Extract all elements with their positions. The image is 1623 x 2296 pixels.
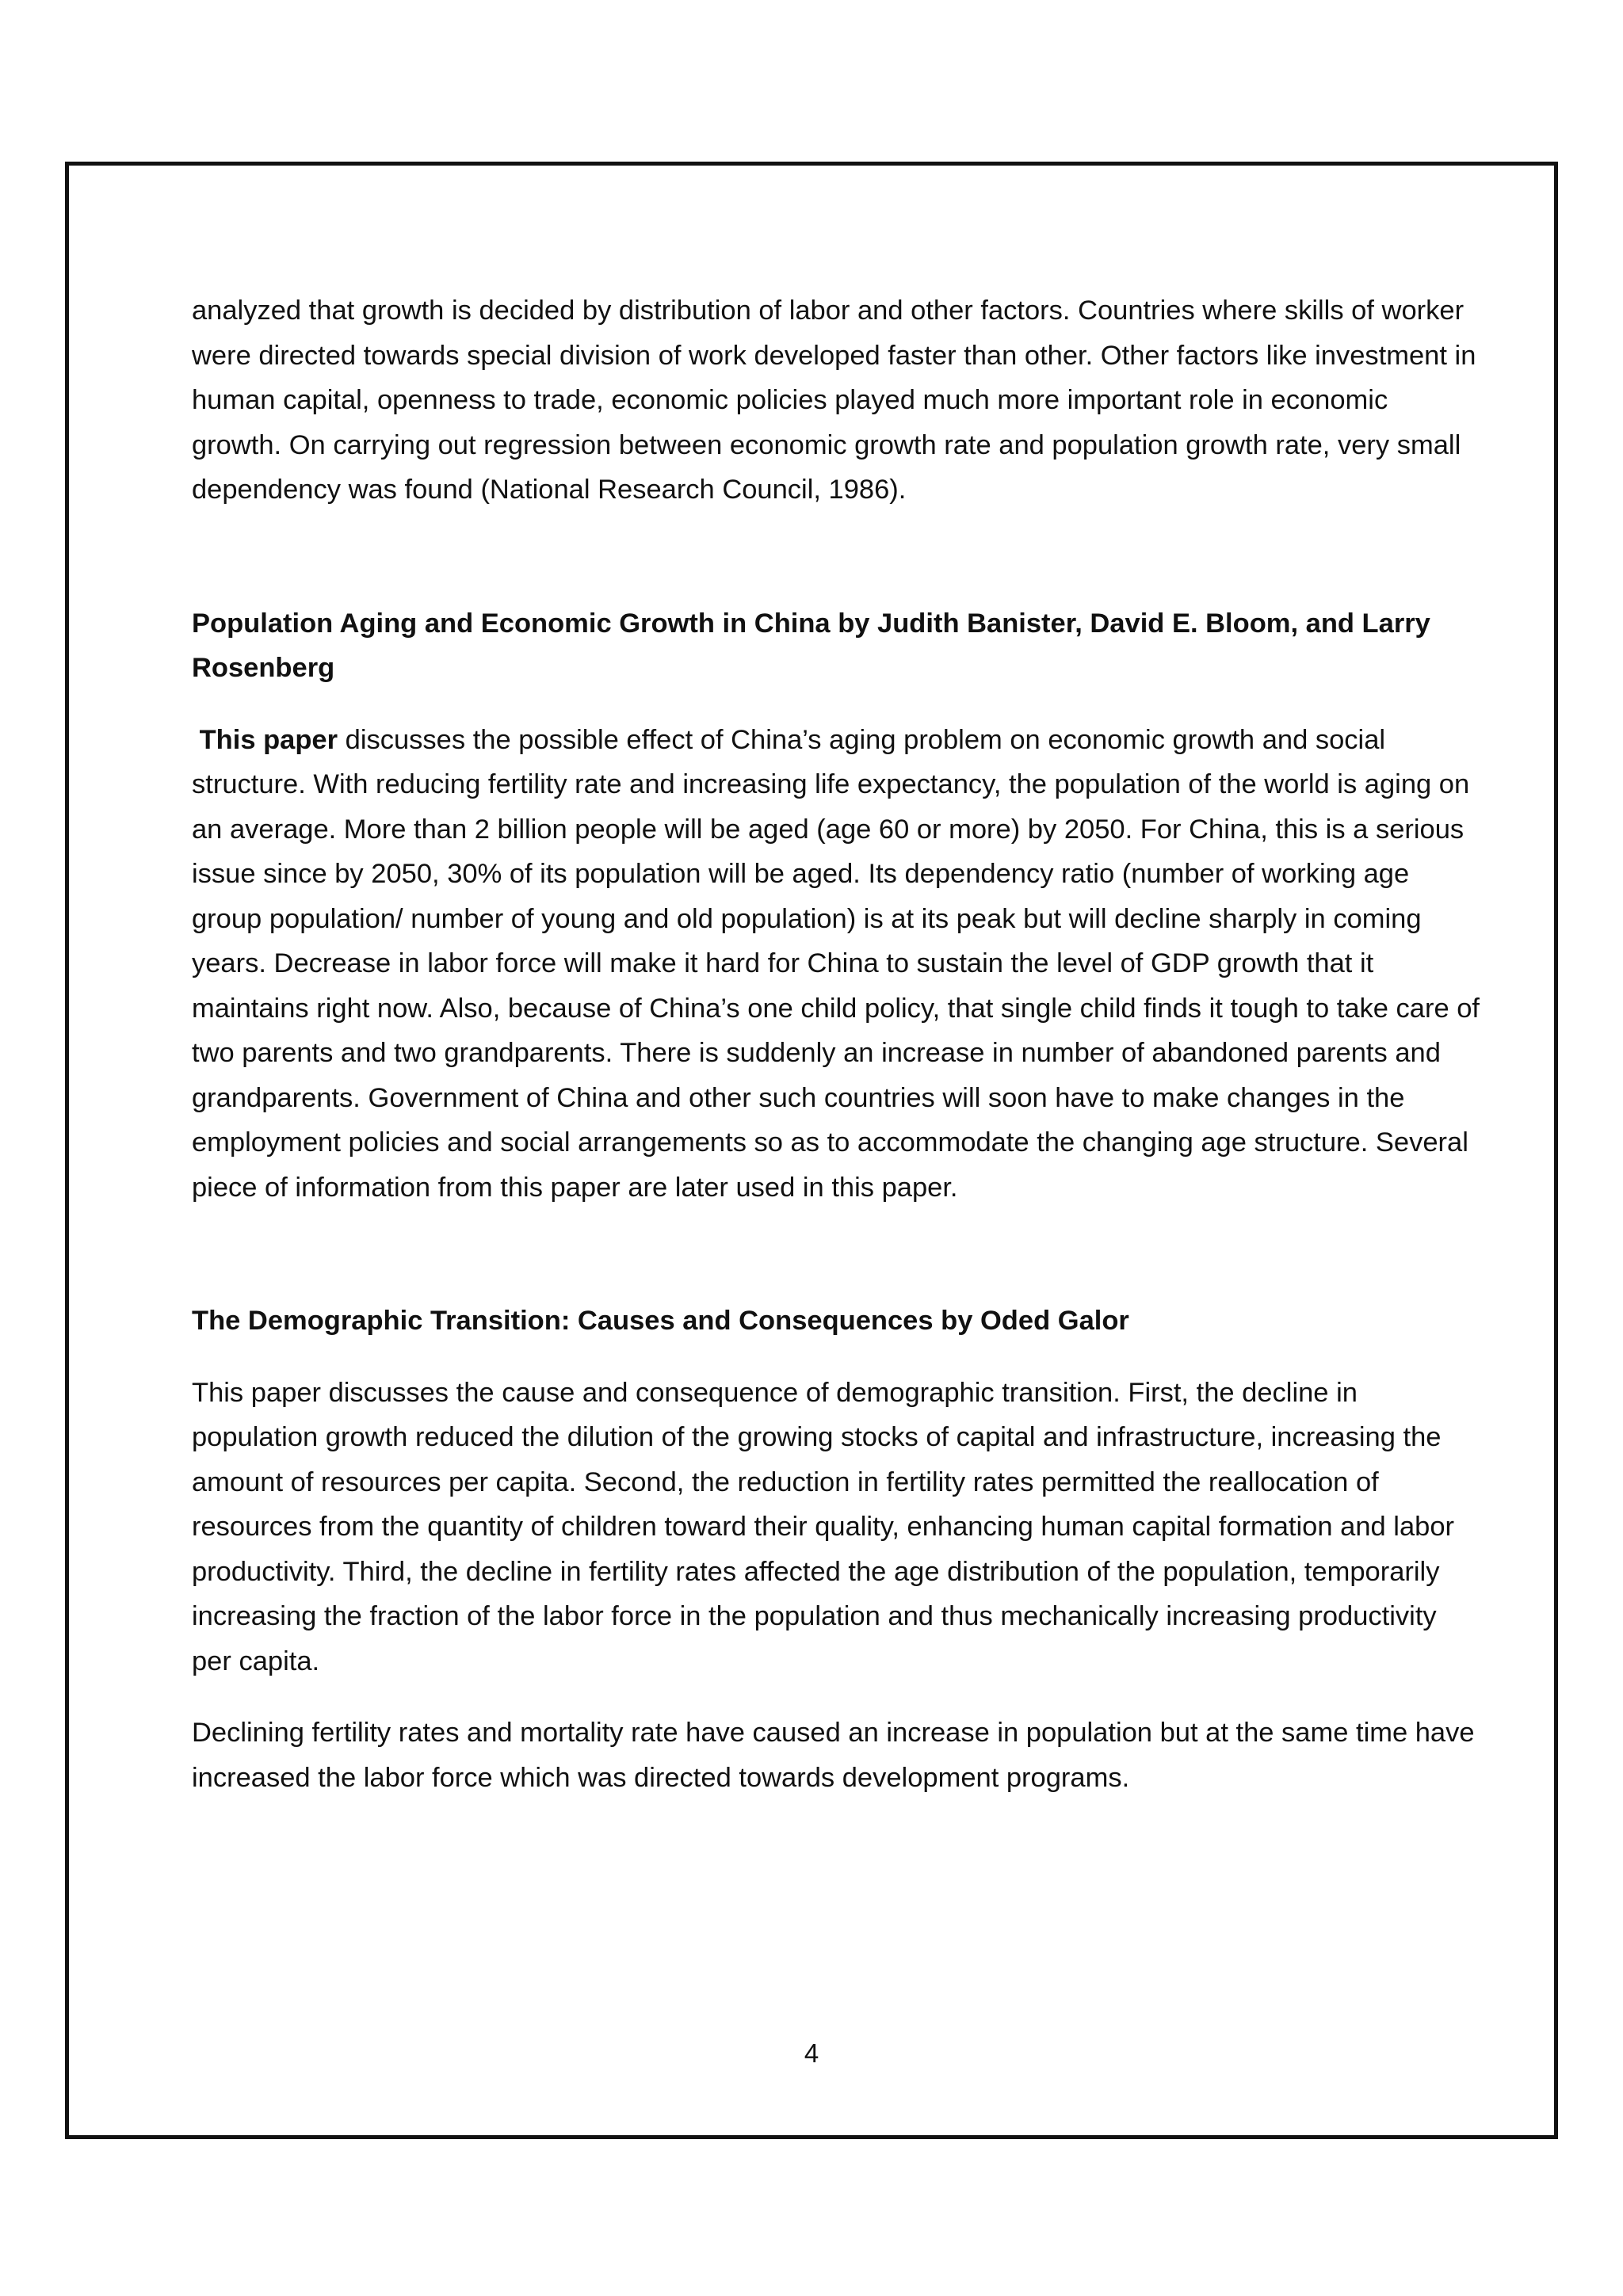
demographic-transition-paragraph-1: This paper discusses the cause and consequence of demographic transition. First, the decline in population growth reduced the dilution of the growing stocks of capital and infrastructure, increasing the amount of resources per capita. Second, the reduction in fertility rates permitted the reallocation of resources from the quantity of children toward their quality, enhancing human capital formation and labor productivity. Third, the decline in fertility rates affected the age distribution of the population, temporarily increasing the fraction of the labor force in the population and thus mechanically increasing productivity per capita. — [192, 1377, 1454, 1676]
intro-paragraph: analyzed that growth is decided by distribution of labor and other factors. Countries where skills of worker were directed towards special division of work developed faster than other. Other factors like investment in human capital, openness to trade, economic policies played much more important role in economic growth. On carrying out regression between economic growth rate and population growth rate, very small dependency was found (National Research Council, 1986). — [192, 296, 1476, 505]
paragraph-gap — [192, 1684, 1484, 1711]
document-body — [192, 288, 1484, 1800]
section-heading-aging-china: Population Aging and Economic Growth in China by Judith Banister, David E. Bloom, and Larry Rosenberg — [192, 608, 1430, 683]
section-heading-demographic-transition: The Demographic Transition: Causes and Consequences by Oded Galor — [192, 1306, 1129, 1336]
aging-china-paragraph — [192, 718, 1484, 1211]
demographic-transition-paragraph-2: Declining fertility rates and mortality rate have caused an increase in population but at the same time have increased the labor force which was directed towards development programs. — [192, 1718, 1475, 1793]
page-number: 4 — [804, 2039, 819, 2068]
section-gap — [192, 1210, 1484, 1299]
section-gap — [192, 513, 1484, 601]
lead-bold-text: This paper — [199, 724, 338, 755]
lead-rest-text: discusses the possible effect of China’s aging problem on economic growth and social structure. With reducing fertility rate and increasing life expectancy, the population of the world is aging on an average. More than 2 billion people will be aged (age 60 or more) by 2050. For China, this is a serious issue since by 2050, 30% of its population will be aged. Its dependency ratio (number of working age group population/ number of young and old population) is at its peak but will decline sharply in coming years. Decrease in labor force will make it hard for China to sustain the level of GDP growth that it maintains right now. Also, because of China’s one child policy, that single child finds it tough to take care of two parents and two grandparents. There is suddenly an increase in number of abandoned parents and grandparents. Government of China and other such countries will soon have to make changes in the employment policies and social arrangements so as to accommodate the changing age structure. Several piece of information from this paper are later used in this paper. — [192, 724, 1480, 1203]
heading-gap — [192, 691, 1484, 718]
heading-gap — [192, 1344, 1484, 1371]
